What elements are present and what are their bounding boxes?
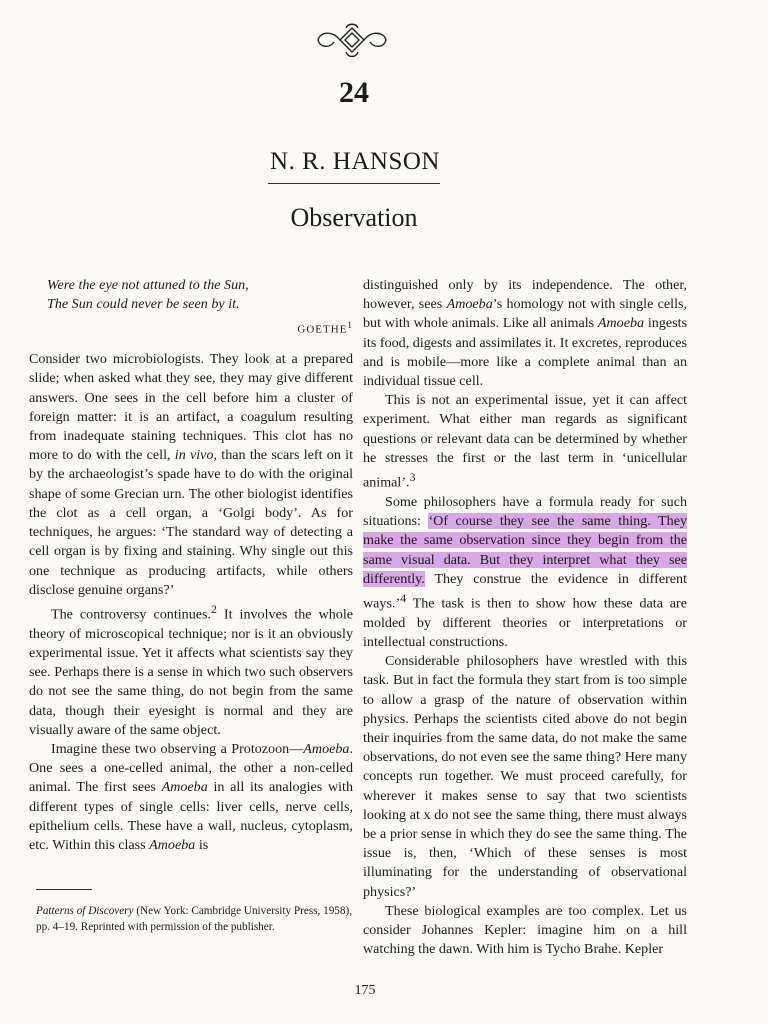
paragraph [29,350,353,600]
italic-text: Amoeba [446,296,493,313]
text-run: distinguished only by its independence. The other, however, sees [363,277,687,313]
text-run: ’s homology not with single cells, but with whole animals. Like all animals [363,296,687,332]
text-run: They construe the evidence in different ways.’ [363,570,687,612]
footnote-text: (New York: Cambridge University Press, 1958), pp. 4–19. Reprinted with permission of the publisher. [36,905,353,933]
text-run: , than the scars left on it by the archaeologist’s spade have to do with the original shape of some Grecian urn. The other biologist identifies the clot as a cell organ, a ‘Golgi body’. As for techniques, he argues: ‘The standard way of detecting a cell organ is by fixing and staining. Why single out this one technique as producing artifacts, while others disclose genuine organs?’ [29,447,354,598]
paragraph [29,740,353,855]
paragraph [363,652,687,902]
paragraph [363,391,687,493]
text-run: Considerable philosophers have wrestled with this task. But in fact the formula they start from is too simple to allow a grasp of the nature of observation within physics. Perhaps the scientists cited above do not begin their inquiries from the same data, do not make the same observations, do not even see the same thing? Here many concepts run together. We must proceed carefully, for wherever it makes sense to say that two scientists looking at x do not see the same thing, there must always be a prior sense in which they do see the same thing. The issue is, then, ‘Which of these senses is most illuminating for the understanding of observational physics?’ [363,653,687,900]
left-column [29,276,353,855]
chapter-number: 24 [339,76,369,109]
epigraph-source [29,316,353,340]
footnote-book-title: Patterns of Discovery [36,905,134,917]
text-run: is [195,837,209,854]
text-run: These biological examples are too complex. Let us consider Johannes Kepler: imagine him on a hill watching the dawn. With him is Tycho Brahe. Kepler [363,902,687,958]
page-number: 175 [354,983,376,998]
text-run: . One sees a one-celled animal, the other a non-celled animal. The first sees [29,741,353,796]
flourish-ornament-icon [312,22,392,62]
footnote-marker: 2 [211,602,217,616]
italic-text: Amoeba [303,741,350,758]
chapter-author: N. R. HANSON [270,148,440,175]
text-run: This is not an experimental issue, yet it can affect experiment. What either man regards as significant questions or relevant data can be determined by whether he stresses the first or the last term in ‘unicellular animal’. [363,392,687,491]
italic-text: Amoeba [149,837,196,854]
chapter-title: Observation [290,203,418,232]
footnote [36,903,356,935]
epigraph-line-1: Were the eye not attuned to the Sun, [47,277,249,293]
highlighted-text: ‘Of course they see the same thing. They make the same observation since they begin from the same visual data. But they interpret what they see differently. [363,513,687,587]
text-run: Imagine these two observing a Protozoon— [51,741,304,758]
italic-text: Amoeba [161,779,208,796]
footnote-marker: 3 [409,471,416,485]
text-run: Some philosophers have a formula ready for such situations: [363,493,687,530]
paragraph [363,276,687,391]
epigraph-line-2: The Sun could never be seen by it. [47,296,240,313]
paragraph [363,493,687,652]
italic-text: Amoeba [597,315,645,332]
footnote-marker: 1 [347,320,353,331]
text-run: Consider two microbiologists. They look at a prepared slide; when asked what they see, they may give different answers. One sees in the cell before him a cluster of foreign matter: it is an artifact, a coagulum resulting from inadequate staining techniques. This clot has no more to do with the cell, [29,351,353,464]
text-run: The controversy continues. [51,606,212,623]
paragraph [363,902,687,960]
italic-text: in vivo [174,447,214,464]
text-run: The task is then to show how these data are molded by different theories or interpretations or intellectual constructions. [363,595,687,651]
right-column [363,276,687,959]
paragraph [29,600,353,740]
text-run: It involves the whole theory of microscopical technique; nor is it an obviously experimental issue. Yet it affects what scientists say they see. Perhaps there is a sense in which two such observers do not see the same thing, do not begin from the same data, though their eyesight is normal and they are visually aware of the same object. [29,606,354,738]
footnote-rule [36,889,92,890]
footnote-marker: 4 [400,591,407,605]
text-run: in all its analogies with different types of single cells: liver cells, nerve cells, epithelium cells. These have a wall, nucleus, cytoplasm, etc. Within this class [29,779,354,854]
text-run: ingests its food, digests and assimilates it. It excretes, reproduces and is mobile—more like a complete animal than an individual tissue cell. [363,315,687,390]
author-rule [268,183,440,184]
epigraph-author: GOETHE [297,324,348,337]
